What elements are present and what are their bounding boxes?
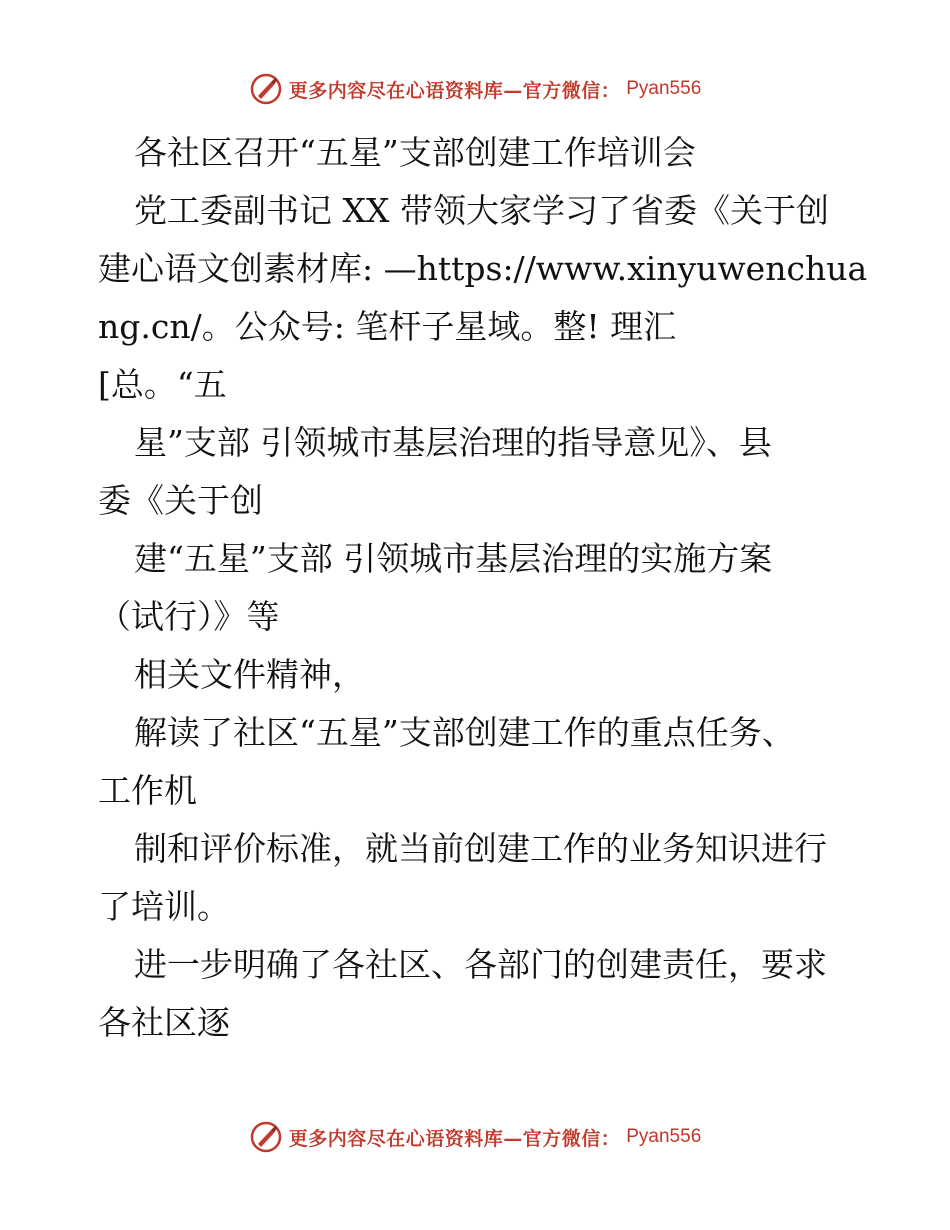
text-line: 委《关于创	[98, 481, 263, 520]
text-line: （试行）》等	[98, 597, 280, 636]
text-line: [总。“五	[98, 365, 227, 404]
pen-logo-icon	[249, 72, 283, 106]
text-line: 解读了社区“五星”支部创建工作的重点任务、	[134, 713, 795, 752]
text-line: 工作机	[98, 771, 197, 810]
watermark-text: 更多内容尽在心语资料库—官方微信：	[288, 1127, 621, 1150]
text-line: 建心语文创素材库: —https://www.xinyuwenchua	[98, 249, 868, 288]
text-line: 进一步明确了各社区、各部门的创建责任，要求	[134, 945, 827, 984]
text-line: 建“五星”支部 引领城市基层治理的实施方案	[134, 539, 773, 578]
watermark-handle: Pyan556	[626, 1126, 702, 1147]
text-line: 了培训。	[98, 887, 230, 926]
text-line: 各社区召开“五星”支部创建工作培训会	[134, 133, 696, 172]
text-line: 党工委副书记 XX 带领大家学习了省委《关于创	[134, 191, 829, 230]
text-line: ng.cn/。公众号: 笔杆子星域。整! 理汇	[98, 307, 677, 346]
watermark-text: 更多内容尽在心语资料库—官方微信：	[288, 79, 621, 102]
watermark-handle: Pyan556	[626, 78, 702, 99]
header-watermark	[0, 72, 950, 106]
text-line: 星”支部 引领城市基层治理的指导意见》、县	[134, 423, 772, 462]
footer-watermark	[0, 1120, 950, 1154]
document-body	[98, 124, 868, 1052]
text-line: 相关文件精神，	[134, 655, 365, 694]
pen-logo-icon	[249, 1120, 283, 1154]
text-line: 各社区逐	[98, 1003, 230, 1042]
text-line: 制和评价标准，就当前创建工作的业务知识进行	[134, 829, 827, 868]
